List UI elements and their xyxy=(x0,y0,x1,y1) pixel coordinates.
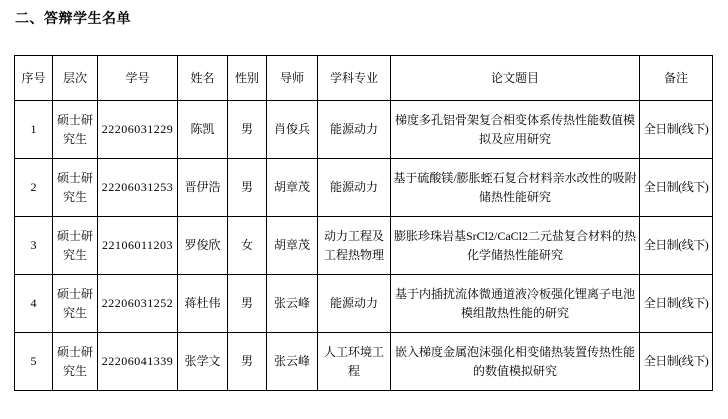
cell-name: 蒋杜伟 xyxy=(178,275,228,333)
header-name: 姓名 xyxy=(178,56,228,101)
table-row xyxy=(15,217,713,275)
header-advisor: 导师 xyxy=(267,56,318,101)
cell-advisor: 胡章茂 xyxy=(267,159,318,217)
section-title: 二、答辩学生名单 xyxy=(15,10,131,26)
cell-major: 能源动力 xyxy=(318,275,391,333)
cell-major: 能源动力 xyxy=(318,101,391,159)
cell-no: 2 xyxy=(15,159,53,217)
header-remark: 备注 xyxy=(640,56,713,101)
cell-student-id: 22206031253 xyxy=(98,159,178,217)
cell-remark: 全日制(线下) xyxy=(640,217,713,275)
cell-student-id: 22206031252 xyxy=(98,275,178,333)
cell-thesis: 基于内插扰流体微通道液冷板强化锂离子电池模组散热性能的研究 xyxy=(391,275,640,333)
header-no: 序号 xyxy=(15,56,53,101)
cell-remark: 全日制(线下) xyxy=(640,159,713,217)
cell-student-id: 22106011203 xyxy=(98,217,178,275)
table-row xyxy=(15,159,713,217)
header-major: 学科专业 xyxy=(318,56,391,101)
header-level: 层次 xyxy=(53,56,98,101)
header-thesis: 论文题目 xyxy=(391,56,640,101)
cell-remark: 全日制(线下) xyxy=(640,333,713,391)
cell-gender: 男 xyxy=(228,159,267,217)
cell-thesis: 基于硫酸镁/膨胀蛭石复合材料亲水改性的吸附储热性能研究 xyxy=(391,159,640,217)
cell-remark: 全日制(线下) xyxy=(640,275,713,333)
cell-thesis: 嵌入梯度金属泡沫强化相变储热装置传热性能的数值模拟研究 xyxy=(391,333,640,391)
header-gender: 性别 xyxy=(228,56,267,101)
cell-gender: 男 xyxy=(228,333,267,391)
cell-no: 3 xyxy=(15,217,53,275)
cell-level: 硕士研究生 xyxy=(53,275,98,333)
cell-major: 能源动力 xyxy=(318,159,391,217)
cell-level: 硕士研究生 xyxy=(53,159,98,217)
table-row xyxy=(15,101,713,159)
cell-name: 罗俊欣 xyxy=(178,217,228,275)
cell-no: 4 xyxy=(15,275,53,333)
table-row xyxy=(15,333,713,391)
cell-level: 硕士研究生 xyxy=(53,101,98,159)
cell-remark: 全日制(线下) xyxy=(640,101,713,159)
cell-advisor: 肖俊兵 xyxy=(267,101,318,159)
cell-advisor: 胡章茂 xyxy=(267,217,318,275)
table-header-row xyxy=(15,56,713,101)
header-student-id: 学号 xyxy=(98,56,178,101)
cell-level: 硕士研究生 xyxy=(53,217,98,275)
cell-advisor: 张云峰 xyxy=(267,333,318,391)
cell-student-id: 22206041339 xyxy=(98,333,178,391)
cell-name: 晋伊浩 xyxy=(178,159,228,217)
cell-gender: 男 xyxy=(228,275,267,333)
cell-thesis: 梯度多孔铝骨架复合相变体系传热性能数值模拟及应用研究 xyxy=(391,101,640,159)
cell-gender: 男 xyxy=(228,101,267,159)
cell-gender: 女 xyxy=(228,217,267,275)
cell-major: 人工环境工程 xyxy=(318,333,391,391)
cell-level: 硕士研究生 xyxy=(53,333,98,391)
cell-name: 陈凯 xyxy=(178,101,228,159)
cell-thesis: 膨胀珍珠岩基SrCl2/CaCl2二元盐复合材料的热化学储热性能研究 xyxy=(391,217,640,275)
cell-no: 5 xyxy=(15,333,53,391)
defense-student-table xyxy=(14,55,713,391)
cell-advisor: 张云峰 xyxy=(267,275,318,333)
cell-student-id: 22206031229 xyxy=(98,101,178,159)
cell-no: 1 xyxy=(15,101,53,159)
cell-major: 动力工程及工程热物理 xyxy=(318,217,391,275)
table-row xyxy=(15,275,713,333)
cell-name: 张学文 xyxy=(178,333,228,391)
